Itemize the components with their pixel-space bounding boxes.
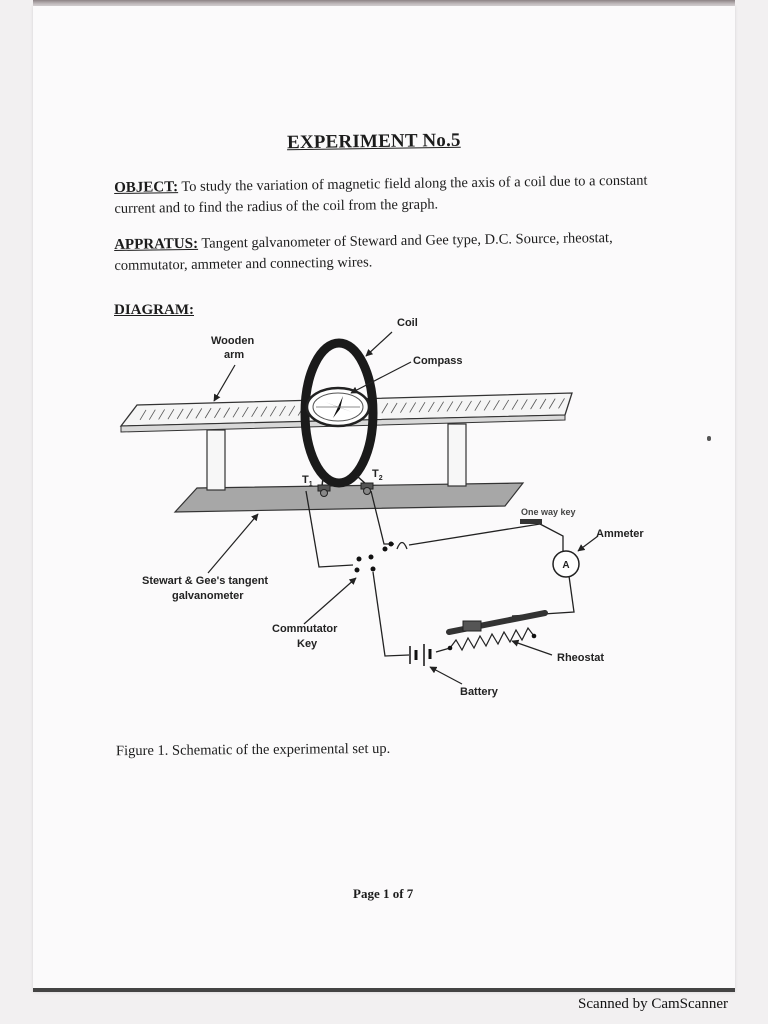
coil-label: Coil <box>397 317 418 329</box>
battery-symbol <box>410 644 430 666</box>
wooden-arm-label-line2: arm <box>224 349 245 361</box>
one-way-key-label: One way key <box>521 507 576 517</box>
ammeter-a-label: A <box>562 560 570 571</box>
commutator-label-line2: Key <box>297 638 318 650</box>
right-support-leg <box>448 424 466 486</box>
galvanometer-label-line1: Stewart & Gee's tangent <box>142 575 269 587</box>
galvanometer-label-line2: galvanometer <box>172 590 244 602</box>
battery-label: Battery <box>460 686 498 698</box>
scanner-watermark: Scanned by CamScanner <box>578 996 728 1012</box>
rheostat-label: Rheostat <box>557 652 605 664</box>
object-text: To study the variation of magnetic field along the axis of a coil due to a constant current and to find the radius of the coil from the graph. <box>114 172 648 217</box>
commutator-key <box>355 542 394 573</box>
left-support-leg <box>207 430 225 490</box>
compass <box>307 388 369 426</box>
figure-caption: Figure 1. Schematic of the experimental set up. <box>115 740 391 760</box>
object-label: OBJECT: <box>114 179 179 196</box>
commutator-label-line1: Commutator <box>272 623 338 635</box>
diagram-heading: DIAGRAM: <box>114 302 194 318</box>
apparatus-text: Tangent galvanometer of Steward and Gee type, D.C. Source, rheostat, commutator, ammeter and connecting wires. <box>114 230 613 274</box>
rheostat <box>448 613 545 650</box>
t1-label: $T_1$ <box>302 474 313 488</box>
experiment-title: EXPERIMENT No.5 <box>286 129 461 154</box>
page-number: Page 1 of 7 <box>353 886 414 901</box>
ammeter-label: Ammeter <box>596 528 644 540</box>
apparatus-label: APPRATUS: <box>114 235 199 253</box>
galvanometer-base <box>175 483 523 512</box>
ammeter-symbol <box>553 551 579 577</box>
wooden-arm-label-line1: Wooden <box>211 335 255 347</box>
t2-label: $T_2$ <box>372 468 383 482</box>
one-way-key <box>520 507 576 524</box>
compass-label: Compass <box>413 355 463 367</box>
